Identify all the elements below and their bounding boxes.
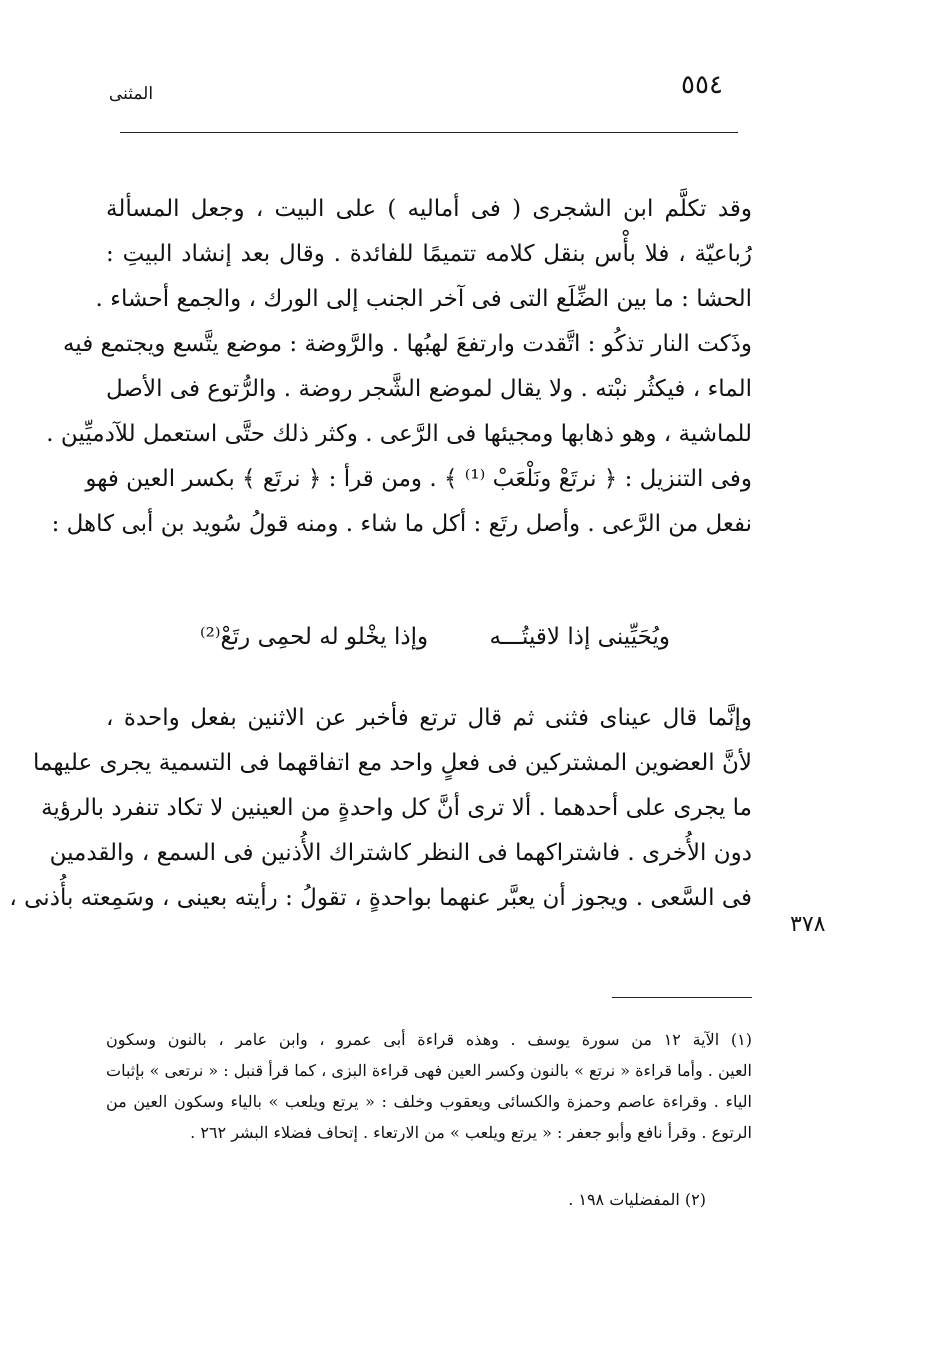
poetry-verse bbox=[200, 624, 670, 670]
text-line: وقد تكلَّم ابن الشجرى ( فى أماليه ) على البيت ، وجعل المسألة bbox=[106, 196, 752, 222]
footnote-1 bbox=[106, 1024, 752, 1148]
footnote-line: العين . وأما قراءة « نرتع » بالنون وكسر العين فهى قراءة البزى ، كما قرأ قنبل : « نرتعى » بإثبات bbox=[106, 1061, 752, 1080]
text-line: ما يجرى على أحدهما . ألا ترى أنَّ كل واحدةٍ من العينين لا تكاد تنفرد بالرؤية bbox=[41, 795, 752, 821]
text-line: رُباعيّة ، فلا بأْس بنقل كلامه تتميمًا للفائدة . وقال بعد إنشاد البيتِ : bbox=[106, 241, 752, 267]
header-divider bbox=[120, 132, 738, 133]
footnote-line: الياء . وقراءة عاصم وحمزة والكسائى ويعقوب وخلف : « يرتع ويلعب » بالياء وسكون العين من bbox=[106, 1092, 752, 1111]
verse-first-hemistich: ويُحَيِّينى إذا لاقيتُـــه bbox=[489, 624, 670, 650]
text-line: الحشا : ما بين الضِّلَع التى فى آخر الجنب إلى الورك ، والجمع أحشاء . bbox=[95, 286, 752, 312]
footnote-line: (١) الآية ١٢ من سورة يوسف . وهذه قراءة أبى عمرو ، وابن عامر ، بالنون وسكون bbox=[106, 1030, 752, 1049]
footnote-2: (٢) المفضليات ١٩٨ . bbox=[568, 1190, 706, 1209]
text-line: نفعل من الرَّعى . وأصل رتَع : أكل ما شاء . ومنه قولُ سُويد بن أبى كاهل : bbox=[51, 511, 752, 537]
page-number: ٥٥٤ bbox=[681, 70, 723, 100]
running-title: المثنى bbox=[108, 84, 154, 104]
text-line: لأنَّ العضوين المشتركين فى فعلٍ واحد مع اتفاقهما فى التسمية يجرى عليهما bbox=[33, 750, 752, 776]
footnote-line: الرتوع . وقرأ نافع وأبو جعفر : « يرتع ويلعب » من الارتعاء . إتحاف فضلاء البشر ٢٦٢ . bbox=[190, 1123, 752, 1142]
paragraph-1 bbox=[46, 187, 752, 547]
text-line: دون الأُخرى . فاشتراكهما فى النظر كاشتراك الأُذنين فى السمع ، والقدمين bbox=[49, 840, 752, 866]
text-line: وذَكت النار تذكُو : اتَّقدت وارتفعَ لهبُها . والرَّوضة : موضع يتَّسع ويجتمع فيه bbox=[62, 331, 752, 357]
paragraph-2 bbox=[9, 696, 752, 921]
verse-second-hemistich: وإذا يخْلو له لحمِى رتَعْ⁽²⁾ bbox=[200, 624, 429, 650]
text-line: وإنَّما قال عيناى فثنى ثم قال ترتع فأخبر عن الاثنين بفعل واحدة ، bbox=[106, 705, 752, 731]
footnote-divider bbox=[612, 997, 752, 998]
margin-reference-number: ٣٧٨ bbox=[790, 912, 826, 937]
text-line: وفى التنزيل : ﴿ نرتَعْ ونَلْعَبْ ⁽¹⁾ ﴾ . ومن قرأ : ﴿ نرتَع ﴾ بكسر العين فهو bbox=[85, 466, 752, 492]
text-line: فى السَّعى . ويجوز أن يعبَّر عنهما بواحدةٍ ، تقولُ : رأيته بعينى ، وسَمِعته بأُذنى ، bbox=[9, 885, 752, 911]
text-line: للماشية ، وهو ذهابها ومجيئها فى الرَّعى . وكثر ذلك حتَّى استعمل للآدميِّين . bbox=[46, 421, 752, 447]
text-line: الماء ، فيكثُر نبْته . ولا يقال لموضع الشَّجر روضة . والرُّتوع فى الأصل bbox=[106, 376, 752, 402]
